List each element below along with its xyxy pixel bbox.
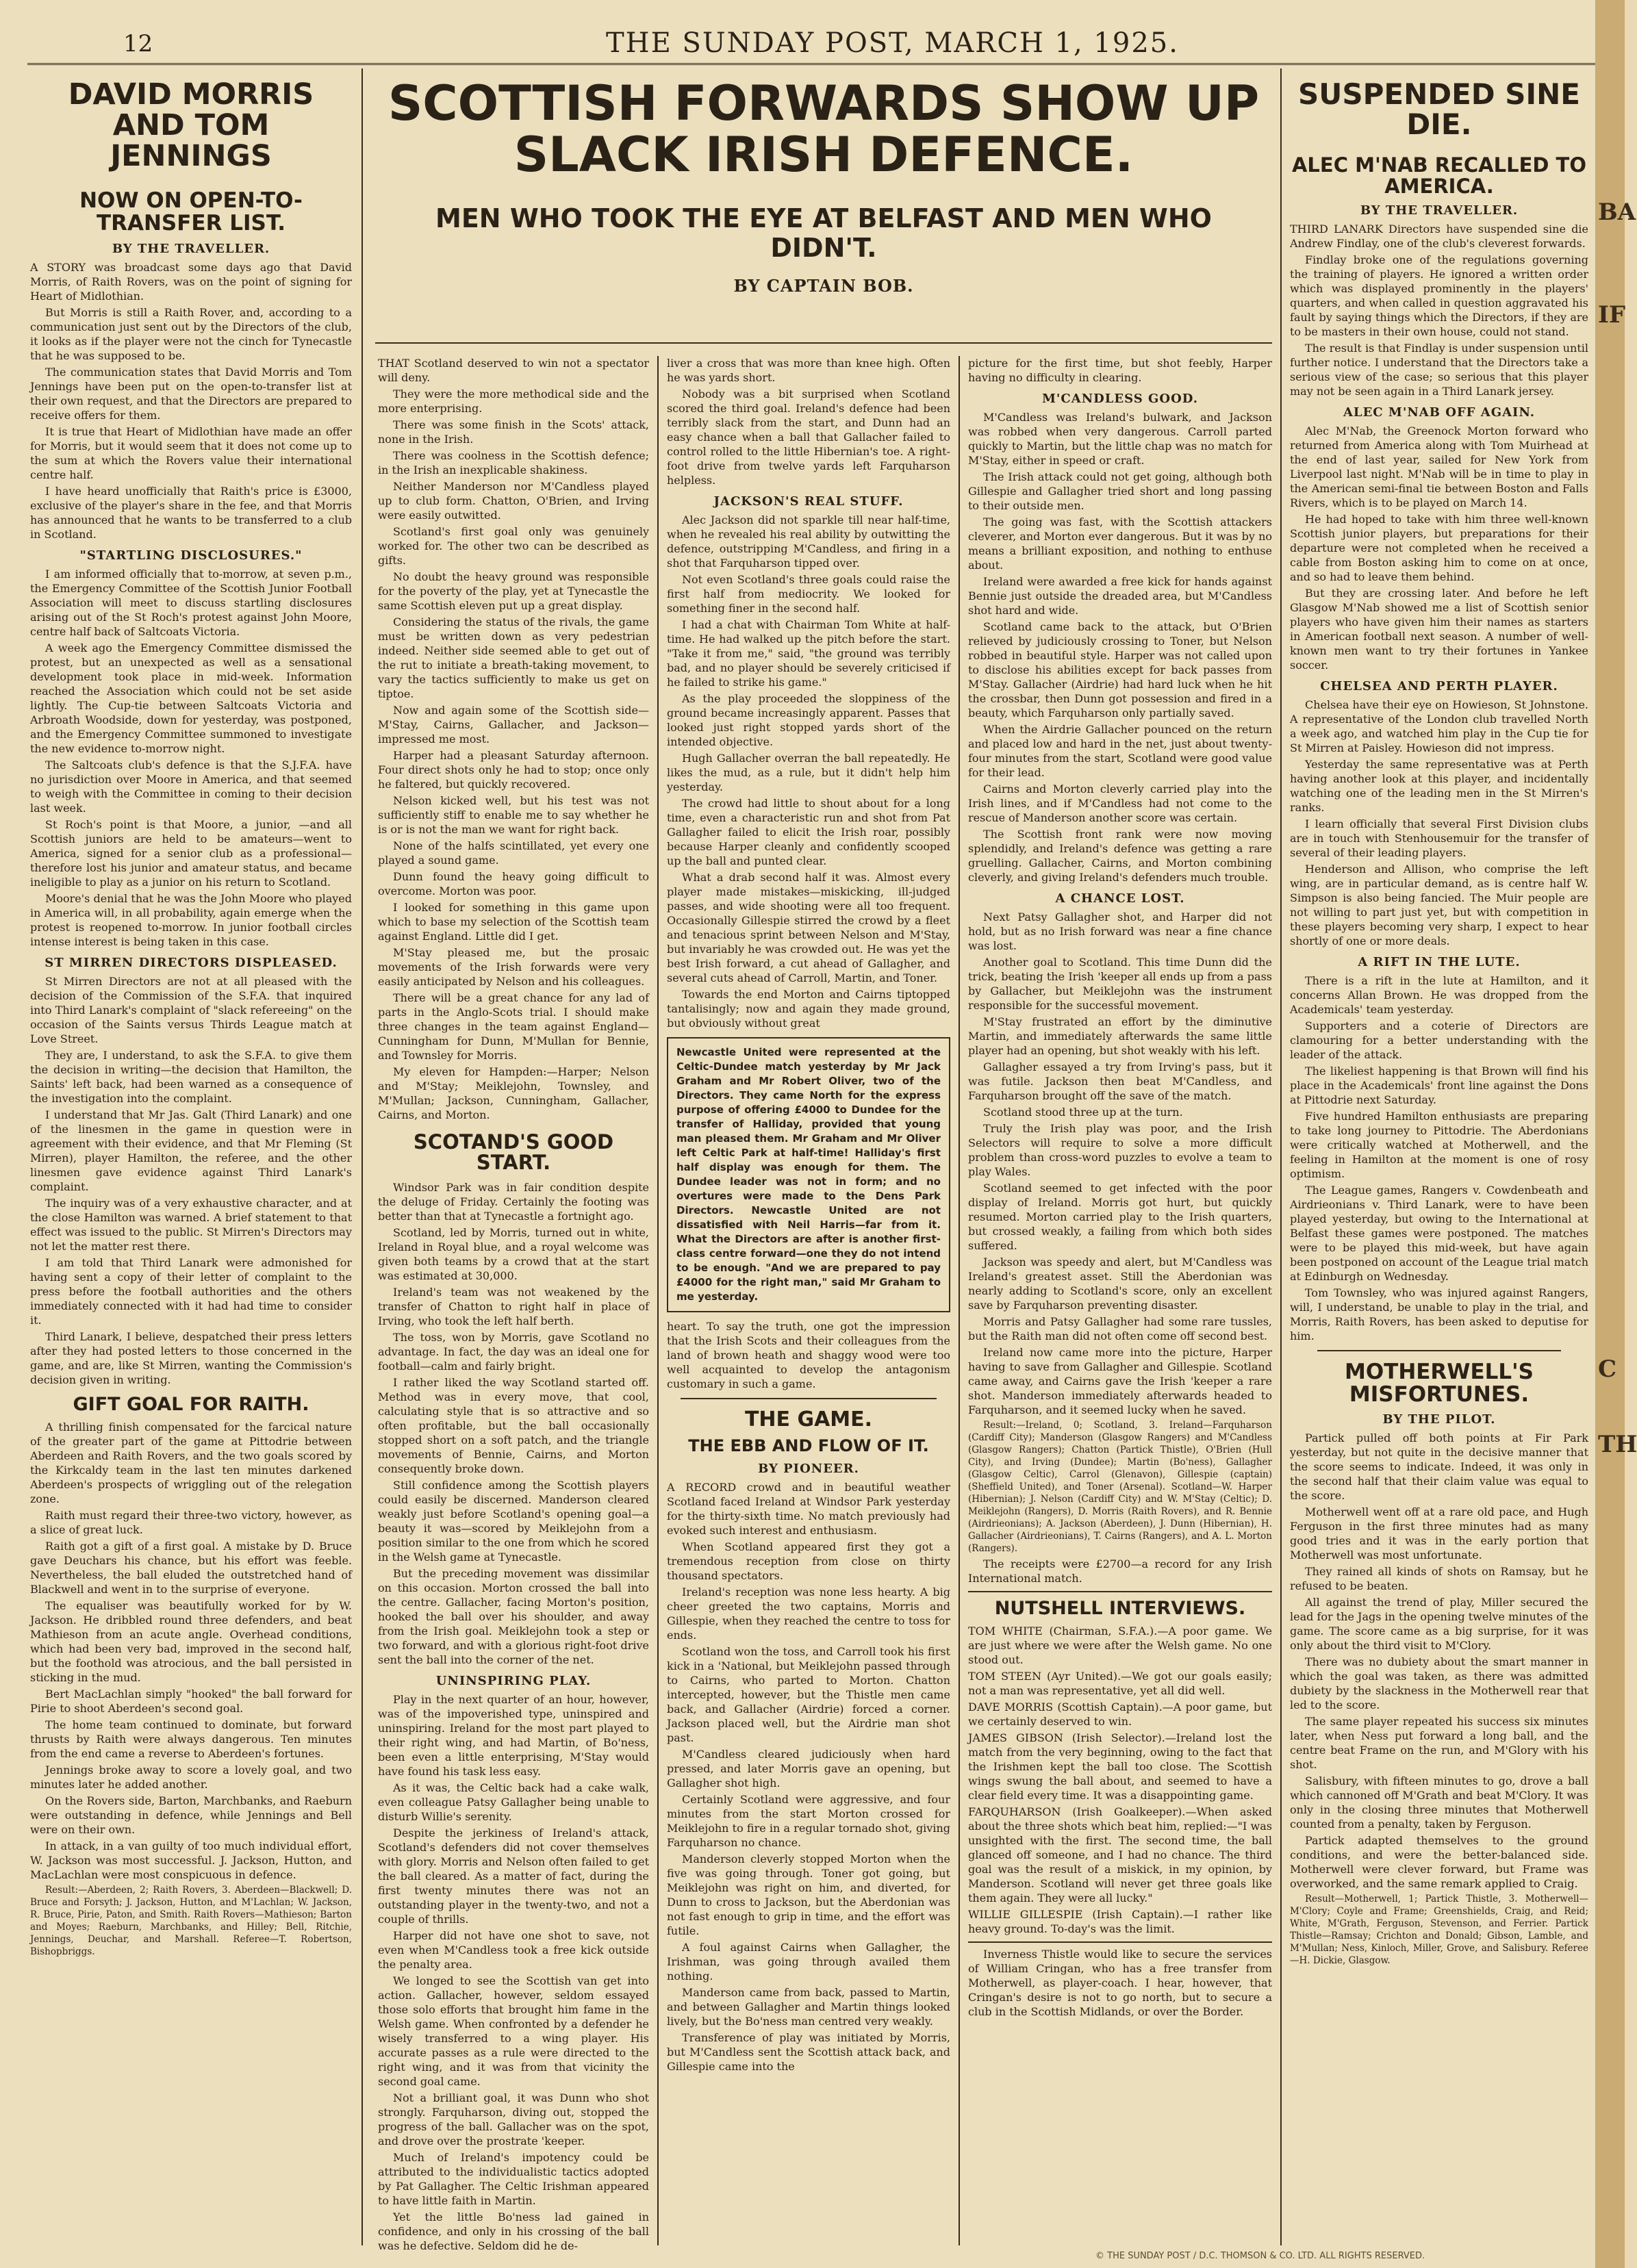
paragraph: Supporters and a coterie of Directors are clamouring for a better understanding with the leader of the attack.: [1290, 1019, 1588, 1062]
paragraph: Nelson kicked well, but his test was not sufficiently stiff to enable me to say whether he is or is not the man we want for right back.: [378, 794, 649, 836]
paragraph: THAT Scotland deserved to win not a spectator will deny.: [378, 357, 649, 384]
match-result: Result—Motherwell, 1; Partick Thistle, 3. Motherwell—M'Clory; Coyle and Frame; Greenshields, Craig, and Reid; White, M'Grath, Ferguson, Stevenson, and Ferrier. Partick Thistle—Ramsay; Crichton and Donald; Gibson, Lamble, and M'Mullan; Ness, Kinloch, Miller, Grove, and Salisbury. Referee—H. Dickie, Glasgow.: [1290, 1894, 1588, 1967]
paragraph: Nobody was a bit surprised when Scotland scored the third goal. Ireland's defence had been terribly slack from the start, and Dunn had an easy chance when a ball that Gallacher failed to control rolled to the little Hibernian's toe. A right-foot drive from twelve yards left Farquharson helpless.: [667, 387, 950, 487]
paragraph: Windsor Park was in fair condition despite the deluge of Friday. Certainly the footing was better than that at Tynecastle a fortnight ago.: [378, 1180, 649, 1223]
paragraph: Ireland now came more into the picture, Harper having to save from Gallagher and Gillespie. Scotland came away, and Cairns gave the Irish 'keeper a rare shot. Manderson immediately afterwards headed to Farquharson, and it seemed lucky when he saved.: [968, 1346, 1272, 1416]
paragraph: Truly the Irish play was poor, and the Irish Selectors will require to solve a more difficult problem than cross-word puzzles to evolve a team to play Wales.: [968, 1122, 1272, 1178]
center-column-1: [378, 356, 649, 2252]
paragraph: Considering the status of the rivals, the game must be written down as very pedestrian indeed. Neither side seemed able to get out of the rut to initiate a breath-taking movement, to vary the tactics sufficiently to make us get on tiptoe.: [378, 615, 649, 700]
paragraph: But Morris is still a Raith Rover, and, according to a communication just sent out by the Directors of the club, it looks as if the player were not the cinch for Tynecastle that he was supposed to be.: [30, 305, 352, 362]
byline: BY THE PILOT.: [1382, 1412, 1496, 1427]
paragraph: There was some finish in the Scots' attack, none in the Irish.: [378, 418, 649, 446]
interview-item: DAVE MORRIS (Scottish Captain).—A poor game, but we certainly deserved to win.: [968, 1700, 1272, 1729]
paragraph: M'Stay pleased me, but the prosaic movements of the Irish forwards were very easily anticipated by Nelson and his colleagues.: [378, 946, 649, 988]
paragraph: The inquiry was of a very exhaustive character, and at the close Hamilton was warned. A brief statement to that effect was issued to the public. St Mirren's Directors may not let the matter rest there.: [30, 1196, 352, 1253]
paragraph: They rained all kinds of shots on Ramsay, but he refused to be beaten.: [1290, 1565, 1588, 1593]
paragraph: Bert MacLachlan simply "hooked" the ball forward for Pirie to shoot Aberdeen's second goal.: [30, 1687, 352, 1715]
paragraph: Scotland, led by Morris, turned out in white, Ireland in Royal blue, and a royal welcome was given both teams by a crowd that at the start was estimated at 30,000.: [378, 1225, 649, 1282]
main-headline: SCOTTISH FORWARDS SHOW UP SLACK IRISH DEFENCE.: [388, 75, 1260, 183]
paragraph: The equaliser was beautifully worked for by W. Jackson. He dribbled round three defenders, and beat Mathieson from an acute angle. Overhead conditions, which had been very bad, improved in the second half, but the foothold was atrocious, and the ball persisted in sticking in the mud.: [30, 1598, 352, 1684]
paragraph: Not a brilliant goal, it was Dunn who shot strongly. Farquharson, diving out, stopped the progress of the ball. Gallacher was on the spot, and drove over the prostrate 'keeper.: [378, 2091, 649, 2148]
byline: BY THE TRAVELLER.: [1360, 203, 1519, 218]
paragraph: Despite the jerkiness of Ireland's attack, Scotland's defenders did not cover themselves with glory. Morris and Nelson often failed to get the ball cleared. As a matter of fact, during the first twenty minutes there was not an outstanding player in the twenty-two, and not a couple of thrills.: [378, 1826, 649, 1926]
paragraph: But the preceding movement was dissimilar on this occasion. Morton crossed the ball into the centre. Gallacher, facing Morton's position, hooked the ball over his shoulder, and away from the Irish goal. Meiklejohn took a step or two forward, and with a glorious right-foot drive sent the ball into the corner of the net.: [378, 1566, 649, 1666]
paragraph: The communication states that David Morris and Tom Jennings have been put on the open-to-transfer list at their own request, and that the Directors are prepared to receive offers for them.: [30, 365, 352, 422]
section-headline: SCOTAND'S GOOD START.: [413, 1130, 614, 1175]
interview-item: TOM WHITE (Chairman, S.F.A.).—A poor game. We are just where we were after the Welsh game. No one stood out.: [968, 1624, 1272, 1667]
paragraph: The going was fast, with the Scottish attackers cleverer, and Morton ever dangerous. But it was by no means a brilliant exposition, and nothing to enthuse about.: [968, 515, 1272, 572]
headline-rule: [375, 342, 1272, 344]
paragraph: M'Candless cleared judiciously when hard pressed, and later Morris gave an opening, but Gallagher shot high.: [667, 1747, 950, 1789]
byline: BY PIONEER.: [758, 1461, 859, 1476]
paragraph: When the Airdrie Gallacher pounced on the return and placed low and hard in the net, just about twenty-four minutes from the start, Scotland were good value for their lead.: [968, 723, 1272, 779]
paragraph: Jennings broke away to score a lovely goal, and two minutes later he added another.: [30, 1763, 352, 1791]
paragraph: I rather liked the way Scotland started off. Method was in every move, that cool, calculating style that is so attractive and so often profitable, but the ball occasionally stopped short on a soft patch, and the triangle movements of Bennie, Cairns, and Morton consequently broke down.: [378, 1375, 649, 1475]
paragraph: Much of Ireland's impotency could be attributed to the individualistic tactics adopted by Pat Gallagher. The Celtic Irishman appeared to have little faith in Martin.: [378, 2150, 649, 2207]
paragraph: Another goal to Scotland. This time Dunn did the trick, beating the Irish 'keeper all ends up from a pass by Gallacher, but Meiklejohn was the instrument responsible for the successful movement.: [968, 956, 1272, 1012]
paragraph: Salisbury, with fifteen minutes to go, drove a ball which cannoned off M'Grath and beat M'Clory. It was only in the closing three minutes that Motherwell counted from a penalty, taken by Ferguson.: [1290, 1774, 1588, 1831]
paragraph: All against the trend of play, Miller secured the lead for the Jags in the opening twelve minutes of the game. The score came as a big surprise, for it was only about the third visit to M'Clory.: [1290, 1596, 1588, 1653]
divider: [968, 1941, 1272, 1943]
paragraph: Transference of play was initiated by Morris, but M'Candless sent the Scottish attack back, and Gillespie came into the: [667, 2030, 950, 2073]
paragraph: Towards the end Morton and Cairns tiptopped tantalisingly; now and again they made ground, but obviously without great: [667, 988, 950, 1030]
paragraph: Alec M'Nab, the Greenock Morton forward who returned from America along with Tom Muirhead at the end of last year, sailed for New York from Liverpool last night. M'Nab will be in time to play in the American semi-final tie between Boston and Falls Rivers, which is to be played on March 14.: [1290, 424, 1588, 510]
paragraph: Scotland won the toss, and Carroll took his first kick in a 'National, but Meiklejohn passed through to Cairns, who parted to Morton. Chatton intercepted, however, but the Thistle men came back, and Gallacher (Airdrie) forced a corner. Jackson placed well, but the Airdrie man shot past.: [667, 1644, 950, 1744]
paragraph: Chelsea have their eye on Howieson, St Johnstone. A representative of the London club travelled North a week ago, and watched him play in the Cup tie for St Mirren at Paisley. Howieson did not impress.: [1290, 698, 1588, 755]
paragraph: Partick pulled off both points at Fir Park yesterday, but not quite in the decisive manner that the score seems to indicate. Indeed, it was only in the second half that their claim value was equal to the score.: [1290, 1431, 1588, 1503]
paragraph: Manderson cleverly stopped Morton when the five was going through. Toner got going, but Meiklejohn was right on him, and diverted, for Dunn to cross to Jackson, but the Aberdonian was not fast enough to grip in time, and the effort was futile.: [667, 1852, 950, 1937]
paragraph: Third Lanark, I believe, despatched their press letters after they had posted letters to those concerned in the game, and are, like St Mirren, wanting the Commission's decision given in writing.: [30, 1329, 352, 1386]
edge-fragment: TH: [1598, 1431, 1637, 1458]
paragraph: The Scottish front rank were now moving splendidly, and Ireland's defence was getting a rare gruelling. Gallacher, Cairns, and Morton combining cleverly, and giving Ireland's defenders much trouble.: [968, 828, 1272, 884]
byline: BY CAPTAIN BOB.: [733, 276, 914, 296]
column-rule: [959, 356, 960, 2245]
paragraph: Jackson was speedy and alert, but M'Candless was Ireland's greatest asset. Still the Aberdonian was nearly adding to Scotland's score, only an excellent save by Farquharson preventing disaster.: [968, 1256, 1272, 1312]
right-subhead: ALEC M'NAB RECALLED TO AMERICA.: [1291, 153, 1586, 198]
paragraph: In attack, in a van guilty of too much individual effort, W. Jackson was most successful. J. Jackson, Hutton, and MacLachlan were most conspicuous in defence.: [30, 1839, 352, 1881]
paragraph: Alec Jackson did not sparkle till near half-time, when he revealed his real ability by outwitting the defence, outstripping M'Candless, and firing in a shot that Farquharson tipped over.: [667, 513, 950, 570]
paragraph: Dunn found the heavy going difficult to overcome. Morton was poor.: [378, 870, 649, 897]
paragraph: A week ago the Emergency Committee dismissed the protest, but an unexpected as well as a sensational development took place in mid-week. Information reached the Association which could not be set aside lightly. The Cup-tie between Saltcoats Victoria and Arbroath Woodside, down for yesterday, was postponed, and the Emergency Committee summoned to investigate the new evidence to-morrow night.: [30, 641, 352, 755]
column-rule: [1280, 68, 1282, 2245]
paragraph: A foul against Cairns when Gallagher, the Irishman, was going through availed them nothing.: [667, 1940, 950, 1983]
paragraph: I understand that Mr Jas. Galt (Third Lanark) and one of the linesmen in the game in question were in agreement with their evidence, and that Mr Fleming (St Mirren), player Hamilton, the referee, and the other linesmen gave evidence against Third Lanark's complaint.: [30, 1108, 352, 1193]
paragraph: There was coolness in the Scottish defence; in the Irish an inexplicable shakiness.: [378, 449, 649, 476]
section-headline: THE GAME.: [744, 1407, 873, 1431]
paragraph: Henderson and Allison, who comprise the left wing, are in particular demand, as is centre half W. Simpson is also being fancied. The Muir people are not willing to part just yet, but with competition in these players becoming very sharp, I expect to hear shortly of one or more deals.: [1290, 863, 1588, 948]
section-headline: NUTSHELL INTERVIEWS.: [994, 1598, 1246, 1619]
left-column: [30, 74, 352, 2247]
adjacent-page-edge: [1595, 0, 1625, 2268]
paragraph: I am informed officially that to-morrow, at seven p.m., the Emergency Committee of the Scottish Junior Football Association will meet to discuss startling disclosures arising out of the St Roch's protest against John Moore, centre half back of Saltcoats Victoria.: [30, 567, 352, 638]
paragraph: Certainly Scotland were aggressive, and four minutes from the start Morton crossed for Meiklejohn to fire in a regular tornado shot, giving Farquharson no chance.: [667, 1792, 950, 1849]
article-body-4: [30, 1420, 352, 1958]
paragraph: Cairns and Morton cleverly carried play into the Irish lines, and if M'Candless had not come to the rescue of Manderson another score was certain.: [968, 782, 1272, 824]
paragraph: Raith got a gift of a first goal. A mistake by D. Bruce gave Deuchars his chance, but his effort was feeble. Nevertheless, the ball eluded the outstretched hand of Blackwell and went in to the surprise of everyone.: [30, 1539, 352, 1596]
paragraph: Not even Scotland's three goals could raise the first half from mediocrity. We looked for something finer in the second half.: [667, 573, 950, 615]
paragraph: Neither Manderson nor M'Candless played up to club form. Chatton, O'Brien, and Irving were easily outwitted.: [378, 480, 649, 522]
section-heading: A RIFT IN THE LUTE.: [1358, 955, 1521, 970]
right-column: [1290, 74, 1588, 2247]
paragraph: There was no dubiety about the smart manner in which the goal was taken, as there was admitted dubiety by the slackness in the Motherwell rear that led to the score.: [1290, 1655, 1588, 1712]
column-rule: [361, 68, 363, 2245]
paragraph: A RECORD crowd and in beautiful weather Scotland faced Ireland at Windsor Park yesterday for the thirty-sixth time. No match previously had evoked such interest and enthusiasm.: [667, 1480, 950, 1537]
paragraph: I am told that Third Lanark were admonished for having sent a copy of their letter of complaint to the press before the football authorities and the others immediately connected with it had had time to consider it.: [30, 1256, 352, 1327]
paragraph: Manderson came from back, passed to Martin, and between Gallagher and Martin things looked lively, but the Bo'ness man centred very weakly.: [667, 1985, 950, 2028]
interview-item: JAMES GIBSON (Irish Selector).—Ireland lost the match from the very beginning, owing to the fact that the Irishmen kept the ball too close. The Scottish wings swung the ball about, and seemed to have a clear field every time. It was a disappointing game.: [968, 1731, 1272, 1802]
paragraph: The result is that Findlay is under suspension until further notice. I understand that the Directors take a serious view of the case; so serious that this player may not be seen again in a Third Lanark jersey.: [1290, 342, 1588, 398]
paragraph: Scotland came back to the attack, but O'Brien relieved by judiciously crossing to Toner, but Nelson robbed in beautiful style. Harper was not called upon to disclose his abilities except for back passes from M'Stay. Gallacher (Airdrie) had hard luck when he hit the crossbar, then Dunn got possession and fired in a beauty, which Farquharson only partially saved.: [968, 620, 1272, 719]
paragraph: Morris and Patsy Gallagher had some rare tussles, but the Raith man did not often come off second best.: [968, 1315, 1272, 1342]
paragraph: The receipts were £2700—a record for any Irish International match.: [968, 1557, 1272, 1585]
paragraph: Moore's denial that he was the John Moore who played in America will, in all probability, again emerge when the protest is reopened to-morrow. In junior football circles intense interest is being taken in this case.: [30, 891, 352, 948]
interview-item: WILLIE GILLESPIE (Irish Captain).—I rather like heavy ground. To-day's was the limit.: [968, 1908, 1272, 1936]
article-body-1: [30, 260, 352, 541]
center-column-2: [667, 356, 950, 2245]
paragraph: As the play proceeded the sloppiness of the ground became increasingly apparent. Passes that looked just right stopped yards short of the intended objective.: [667, 692, 950, 748]
paragraph: My eleven for Hampden:—Harper; Nelson and M'Stay; Meiklejohn, Townsley, and M'Mullan; Jackson, Cunningham, Gallacher, Cairns, and Morton.: [378, 1065, 649, 1121]
column-rule: [657, 356, 659, 2245]
edge-fragment: BA: [1598, 199, 1636, 226]
paragraph: There is a rift in the lute at Hamilton, and it concerns Allan Brown. He was dropped from the Academicals' team yesterday.: [1290, 974, 1588, 1017]
paragraph: They are, I understand, to ask the S.F.A. to give them the decision in writing—the decision that Hamilton, the Saints' left back, had been warned as a consequence of the investigation into the complaint.: [30, 1048, 352, 1105]
paragraph: But they are crossing later. And before he left Glasgow M'Nab showed me a list of Scottish senior players who have given him their names as starters in American football next season. A number of well-known men want to try their fortunes in Yankee soccer.: [1290, 587, 1588, 672]
center-column-3: [968, 356, 1272, 2245]
page-header: [27, 21, 1595, 65]
paragraph: liver a cross that was more than knee high. Often he was yards short.: [667, 357, 950, 384]
paragraph: The same player repeated his success six minutes later, when Ness put forward a long ball, and the centre beat Frame on the run, and M'Glory with his shot.: [1290, 1715, 1588, 1772]
paragraph: Scotland stood three up at the turn.: [983, 1106, 1183, 1119]
paragraph: The Saltcoats club's defence is that the S.J.F.A. have no jurisdiction over Moore in America, and that seemed to weigh with the Committee in coming to their decision last week.: [30, 758, 352, 815]
paragraph: Motherwell went off at a rare old pace, and Hugh Ferguson in the first three minutes had as many good tries and it was in the early portion that Motherwell was most unfortunate.: [1290, 1505, 1588, 1562]
paragraph: I looked for something in this game upon which to base my selection of the Scottish team against England. Little did I get.: [378, 901, 649, 943]
section-heading: "STARTLING DISCLOSURES.": [79, 548, 303, 563]
paragraph: The likeliest happening is that Brown will find his place in the Academicals' front line against the Dons at Pittodrie next Saturday.: [1290, 1065, 1588, 1107]
paragraph: M'Stay frustrated an effort by the diminutive Martin, and immediately afterwards the same little player had an opening, but shot weakly with his left.: [968, 1015, 1272, 1057]
deck-headline: MEN WHO TOOK THE EYE AT BELFAST AND MEN WHO DIDN'T.: [435, 203, 1212, 264]
paragraph: Scotland's first goal only was genuinely worked for. The other two can be described as gifts.: [378, 525, 649, 567]
paragraph: It is true that Heart of Midlothian have made an offer for Morris, but it would seem that it does not come up to the sum at which the Rovers value their international centre half.: [30, 424, 352, 481]
paragraph: St Roch's point is that Moore, a junior, —and all Scottish juniors are held to be amateurs—went to America, signed for a senior club as a professional—therefore lost his junior and amateur status, and became ineligible to play as a junior on his return to Scotland.: [30, 817, 352, 889]
paragraph: Ireland's reception was none less hearty. A big cheer greeted the two captains, Morris and Gillespie, when they reached the centre to toss for ends.: [667, 1585, 950, 1642]
paragraph: Still confidence among the Scottish players could easily be discerned. Manderson cleared weakly just before Scotland's opening goal—a beauty it was—scored by Meiklejohn from a position similar to the one from which he scored in the Welsh game at Tynecastle.: [378, 1478, 649, 1564]
section-heading: M'CANDLESS GOOD.: [1041, 392, 1198, 406]
section-heading: A CHANCE LOST.: [1055, 891, 1185, 906]
paragraph: Ireland's team was not weakened by the transfer of Chatton to right half in place of Irving, who took the left half berth.: [378, 1285, 649, 1327]
paragraph: heart. To say the truth, one got the impression that the Irish Scots and their colleagues from the land of brown heath and shaggy wood were too well acquainted to develop the antagonism customary in such a game.: [667, 1320, 950, 1390]
divider: [681, 1398, 937, 1399]
match-result: Result:—Ireland, 0; Scotland, 3. Ireland—Farquharson (Cardiff City); Manderson (Glasgow Rangers) and M'Candless (Glasgow Rangers); Chatton (Partick Thistle), O'Brien (Hull City), and Irving (Dundee); Martin (Bo'ness), Gallagher (Glasgow Celtic), Carrol (Glenavon), Gillespie (captain) (Sheffield United), and Toner (Arsenal). Scotland—W. Harper (Hibernian); J. Nelson (Cardiff City) and W. M'Stay (Celtic); D. Meiklejohn (Rangers), D. Morris (Raith Rovers), and R. Bennie (Airdrieonians); A. Jackson (Aberdeen), J. Dunn (Hibernian), H. Gallacher (Airdrieonians), T. Cairns (Rangers), and A. L. Morton (Rangers).: [968, 1420, 1272, 1554]
section-headline: MOTHERWELL'S MISFORTUNES.: [1344, 1360, 1534, 1407]
paragraph: Five hundred Hamilton enthusiasts are preparing to take long journey to Pittodrie. The Aberdonians were critically watched at Motherwell, and the feeling in Hamilton at the moment is one of rosy optimism.: [1290, 1110, 1588, 1181]
paragraph: They were the more methodical side and the more enterprising.: [378, 387, 649, 415]
paragraph: Next Patsy Gallagher shot, and Harper did not hold, but as no Irish forward was near a fine chance was lost.: [968, 910, 1272, 952]
paragraph: Raith must regard their three-two victory, however, as a slice of great luck.: [30, 1508, 352, 1536]
section-heading: CHELSEA AND PERTH PLAYER.: [1320, 679, 1558, 694]
paragraph: I have heard unofficially that Raith's price is £3000, exclusive of the player's share in the fee, and that Morris has announced that he wants to be transferred to a club in Scotland.: [30, 484, 352, 541]
paragraph: Harper did not have one shot to save, not even when M'Candless took a free kick outside the penalty area.: [378, 1928, 649, 1971]
paragraph: The crowd had little to shout about for a long time, even a characteristic run and shot from Pat Gallagher failed to elicit the Irish roar, possibly because Harper cleanly and confidently scooped up the ball and punted clear.: [667, 797, 950, 867]
paragraph: The Irish attack could not get going, although both Gillespie and Gallagher tried short and long passing to their outside men.: [968, 470, 1272, 512]
byline: BY THE TRAVELLER.: [112, 241, 270, 256]
paragraph: I learn officially that several First Division clubs are in touch with Stenhousemuir for the transfer of several of their leading players.: [1290, 817, 1588, 860]
paragraph: THIRD LANARK Directors have suspended sine die Andrew Findlay, one of the club's cleverest forwards.: [1290, 222, 1588, 251]
paragraph: Gallagher essayed a try from Irving's pass, but it was futile. Jackson then beat M'Candless, and Farquharson brought off the save of the match.: [968, 1060, 1272, 1102]
paragraph: When Scotland appeared first they got a tremendous reception from close on thirty thousand spectators.: [667, 1540, 950, 1582]
match-result: Result:—Aberdeen, 2; Raith Rovers, 3. Aberdeen—Blackwell; D. Bruce and Forsyth; J. Jackson, Hutton, and M'Lachlan; W. Jackson, R. Bruce, Pirie, Paton, and Smith. Raith Rovers—Mathieson; Barton and Moyes; Raeburn, Marchbanks, and Hilley; Bell, Ritchie, Jennings, Deuchar, and Marshall. Referee—T. Robertson, Bishopbriggs.: [30, 1884, 352, 1957]
paragraph: St Mirren Directors are not at all pleased with the decision of the Commission of the S.F.A. that inquired into Third Lanark's complaint of "slack refereeing" on the occasion of the Saints versus Thirds League match at Love Street.: [30, 974, 352, 1045]
paragraph: Harper had a pleasant Saturday afternoon. Four direct shots only he had to stop; once only he faltered, but quickly recovered.: [378, 749, 649, 791]
paragraph: What a drab second half it was. Almost every player made mistakes—miskicking, ill-judged passes, and wide shooting were all too frequent. Occasionally Gillespie stirred the crowd by a fleet and tenacious sprint between Nelson and M'Stay, but invariably he was crowded out. He was yet the best Irish forward, a cut ahead of Gallagher, and several cuts ahead of Carroll, Martin, and Toner.: [667, 871, 950, 984]
article-body-3: [30, 974, 352, 1387]
paragraph: There will be a great chance for any lad of parts in the Anglo-Scots trial. I should make three changes in the team against England—Cunningham for Dunn, M'Mullan for Bennie, and Townsley for Morris.: [378, 991, 649, 1062]
section-heading: UNINSPIRING PLAY.: [435, 1673, 592, 1688]
interview-item: FARQUHARSON (Irish Goalkeeper).—When asked about the three shots which beat him, replied:—"I was unsighted with the first. The second time, the ball glanced off someone, and I had no chance. The third goal was the result of a miskick, in my opinion, by Manderson. Scotland will never get three goals like them again. They were all lucky.": [968, 1805, 1272, 1905]
left-headline: DAVID MORRIS AND TOM JENNINGS: [68, 77, 314, 174]
edge-fragment: C: [1598, 1355, 1617, 1383]
right-headline: SUSPENDED SINE DIE.: [1298, 77, 1580, 142]
article-body-2: [30, 567, 352, 949]
paragraph: I had a chat with Chairman Tom White at half-time. He had walked up the pitch before the start. "Take it from me," said, "the ground was terribly bad, and no player should be severely criticised if he failed to strike his game.": [667, 618, 950, 689]
interview-item: TOM STEEN (Ayr United).—We got our goals easily; not a man was representative, yet all did well.: [968, 1670, 1272, 1698]
paragraph: picture for the first time, but shot feebly, Harper having no difficulty in clearing.: [968, 357, 1272, 384]
divider: [968, 1591, 1272, 1592]
section-subheadline: THE EBB AND FLOW OF IT.: [688, 1436, 929, 1455]
center-headline-block: [375, 74, 1272, 342]
masthead: THE SUNDAY POST, MARCH 1, 1925.: [606, 27, 1179, 59]
section-heading: ST MIRREN DIRECTORS DISPLEASED.: [45, 955, 338, 970]
paragraph: Tom Townsley, who was injured against Rangers, will, I understand, be unable to play in the trial, and Morris, Raith Rovers, has been asked to deputise for him.: [1290, 1286, 1588, 1343]
edge-fragment: IF: [1598, 301, 1626, 329]
paragraph: None of the halfs scintillated, yet every one played a sound game.: [378, 839, 649, 867]
paragraph: No doubt the heavy ground was responsible for the poverty of the play, yet at Tynecastle the same Scottish eleven put up a great display.: [378, 570, 649, 612]
paragraph: Yet the little Bo'ness lad gained in confidence, and only in his crossing of the ball was he defective. Seldom did he de-: [378, 2210, 649, 2252]
paragraph: On the Rovers side, Barton, Marchbanks, and Raeburn were outstanding in defence, while Jennings and Bell were on their own.: [30, 1794, 352, 1836]
copyright-footer: © THE SUNDAY POST / D.C. THOMSON & CO. LTD. ALL RIGHTS RESERVED.: [1095, 2251, 1425, 2261]
section-heading: JACKSON'S REAL STUFF.: [713, 494, 904, 509]
paragraph: Now and again some of the Scottish side—M'Stay, Cairns, Gallacher, and Jackson—impressed me most.: [378, 704, 649, 746]
paragraph: Hugh Gallacher overran the ball repeatedly. He likes the mud, as a rule, but it didn't help him yesterday.: [667, 752, 950, 793]
paragraph: He had hoped to take with him three well-known Scottish junior players, but preparations for their departure were not completed when he received a cable from Boston asking him to come on at once, and so had to leave them behind.: [1290, 513, 1588, 584]
newcastle-boxed-item: Newcastle United were represented at the Celtic-Dundee match yesterday by Mr Jack Graham and Mr Robert Oliver, two of the Directors. They came North for the express purpose of offering £4000 to Dundee for the transfer of Halliday, provided that young man pleased them. Mr Graham and Mr Oliver left Celtic Park at half-time! Halliday's first half display was enough for them. The Dundee leader was not in form; and no overtures were made to the Dens Park Directors. Newcastle United are not dissatisfied with Neil Harris—far from it. What the Directors are after is another first-class centre forward—one they do not intend to be enough. "And we are prepared to pay £4000 for the right man," said Mr Graham to me yesterday.: [667, 1037, 950, 1312]
paragraph: The home team continued to dominate, but forward thrusts by Raith were always dangerous. Ten minutes from the end came a reverse to Aberdeen's fortunes.: [30, 1718, 352, 1760]
paragraph: Yesterday the same representative was at Perth having another look at this player, and incidentally watching one of the leading men in the St Mirren's ranks.: [1290, 758, 1588, 815]
paragraph: A thrilling finish compensated for the farcical nature of the greater part of the game at Pittodrie between Aberdeen and Raith Rovers, and the two goals scored by the Kirkcaldy team in the last ten minutes darkened Aberdeen's prospects of wriggling out of the relegation zone.: [30, 1420, 352, 1505]
paragraph: The toss, won by Morris, gave Scotland no advantage. In fact, the day was an ideal one for football—calm and fairly bright.: [378, 1330, 649, 1373]
paragraph: Findlay broke one of the regulations governing the training of players. He ignored a written order which was displayed prominently in the players' quarters, and when called in question aggravated his fault by saying things which the Directors, if they are to be masters in their own house, could not stand.: [1290, 253, 1588, 339]
paragraph: We longed to see the Scottish van get into action. Gallacher, however, seldom essayed those solo efforts that brought him fame in the Welsh game. When confronted by a defender he wisely transferred to a wing player. His accurate passes as a rule were directed to the right wing, and it was from that vicinity the second goal came.: [378, 1974, 649, 2088]
paragraph: Play in the next quarter of an hour, however, was of the impoverished type, uninspired and uninspiring. Ireland for the most part played to their right wing, and had Martin, of Bo'ness, been even a little enterprising, M'Stay would have found his task less easy.: [378, 1692, 649, 1778]
paragraph: As it was, the Celtic back had a cake walk, even colleague Patsy Gallagher being unable to disturb Willie's serenity.: [378, 1781, 649, 1823]
page-number: 12: [123, 30, 153, 58]
paragraph: Partick adapted themselves to the ground conditions, and were the better-balanced side. Motherwell were clever forward, but Frame was overworked, and the same remark applied to Craig.: [1290, 1834, 1588, 1891]
paragraph: A STORY was broadcast some days ago that David Morris, of Raith Rovers, was on the point of signing for Heart of Midlothian.: [30, 260, 352, 303]
paragraph: Inverness Thistle would like to secure the services of William Cringan, who has a free transfer from Motherwell, as player-coach. I hear, however, that Cringan's desire is not to go north, but to secure a club in the Scottish Midlands, or over the Border.: [968, 1948, 1272, 2019]
section-headline: GIFT GOAL FOR RAITH.: [73, 1393, 309, 1415]
divider: [1317, 1350, 1561, 1351]
paragraph: Ireland were awarded a free kick for hands against Bennie just outside the dreaded area, but M'Candless shot hard and wide.: [968, 575, 1272, 617]
left-subhead: NOW ON OPEN-TO-TRANSFER LIST.: [79, 188, 303, 235]
paragraph: Scotland seemed to get infected with the poor display of Ireland. Morris got hurt, but quickly resumed. Morton carried play to the Irish quarters, but crossed weakly, a failing from which both sides suffered.: [968, 1182, 1272, 1252]
paragraph: M'Candless was Ireland's bulwark, and Jackson was robbed when very dangerous. Carroll parted quickly to Martin, but the little chap was no match for M'Stay, either in speed or craft.: [968, 411, 1272, 467]
paragraph: The League games, Rangers v. Cowdenbeath and Airdrieonians v. Third Lanark, were to have been played yesterday, but owing to the International at Belfast these games were postponed. The matches were to be played this mid-week, but have again been postponed on account of the League trial match at Edinburgh on Wednesday.: [1290, 1184, 1588, 1284]
section-heading: ALEC M'NAB OFF AGAIN.: [1343, 405, 1536, 420]
